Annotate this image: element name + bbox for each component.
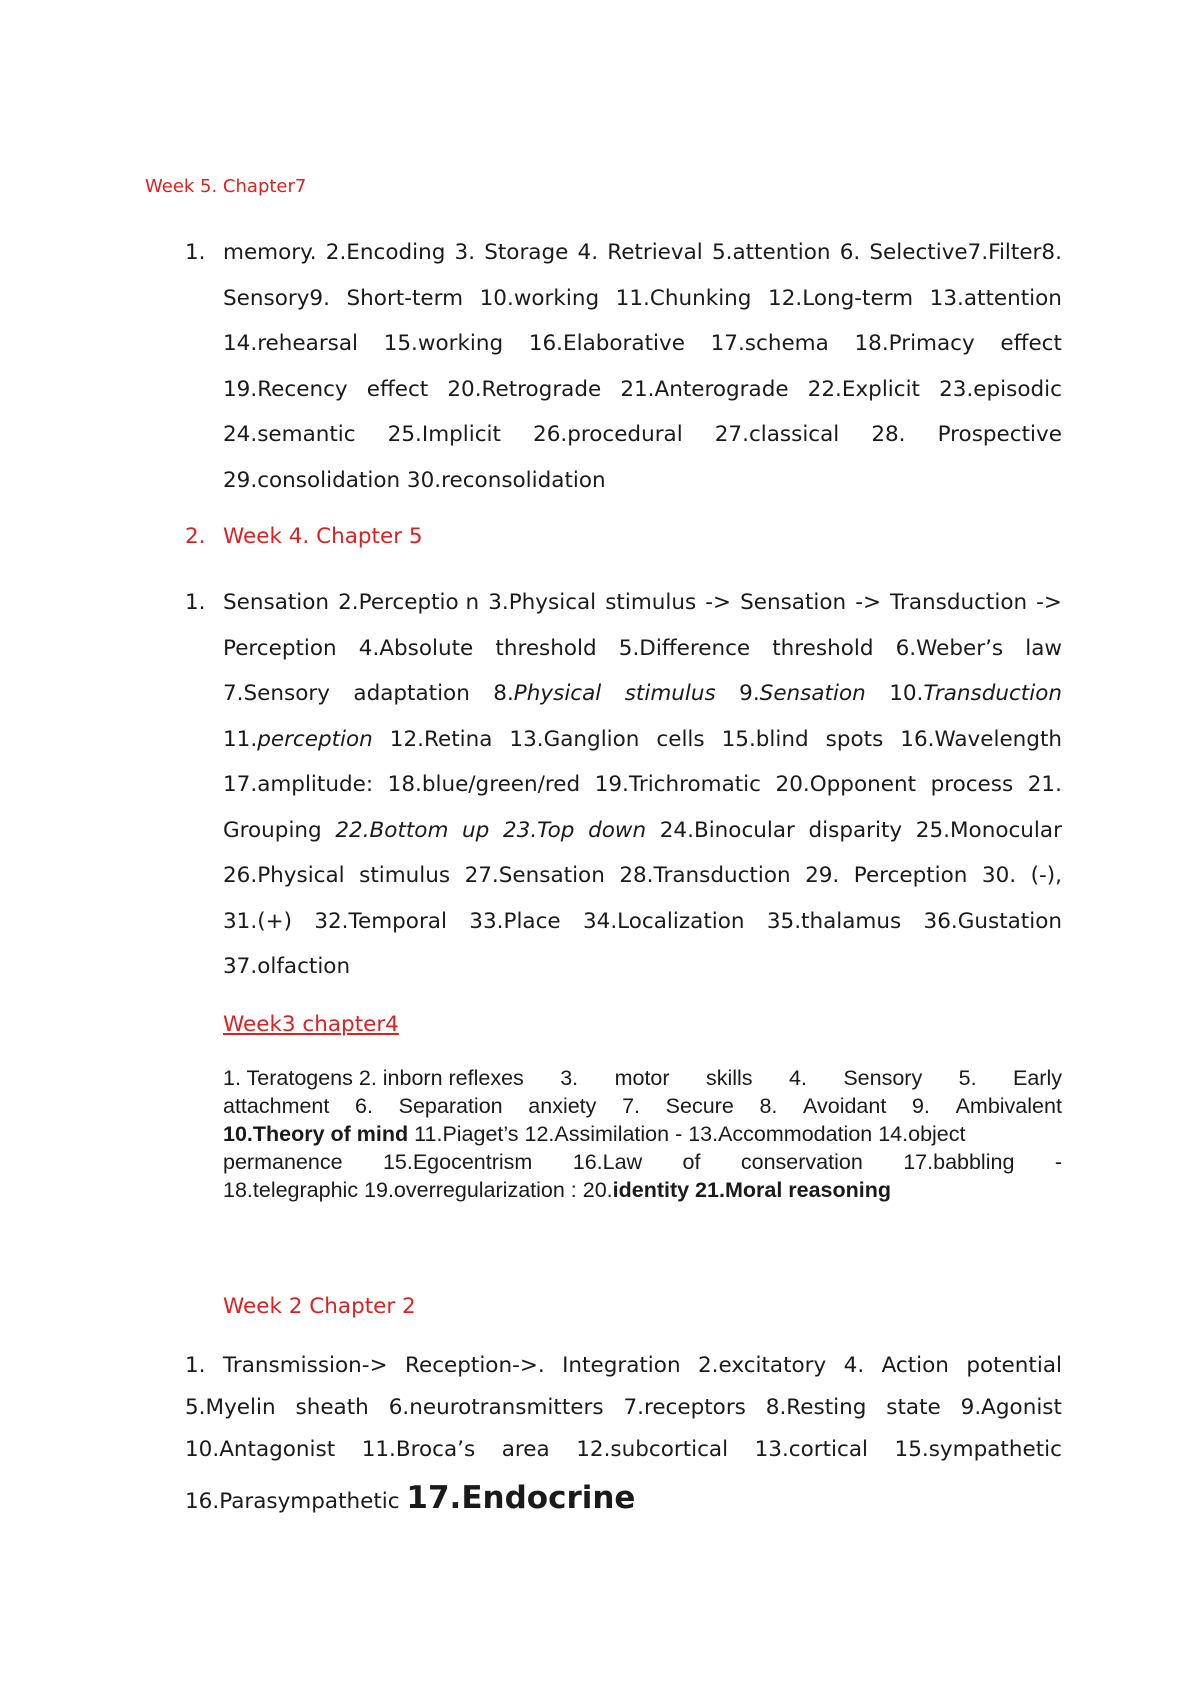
term: law: [1025, 635, 1062, 661]
term: process: [930, 772, 1014, 797]
week2-terms: [185, 1345, 1062, 1525]
term: 6.: [355, 1094, 373, 1118]
term: Grouping: [223, 817, 322, 843]
term: 2.Encoding: [325, 240, 446, 265]
term: 26.Physical: [223, 863, 345, 888]
term: 4.Absolute: [358, 635, 474, 661]
term: attachment: [223, 1094, 330, 1118]
text-line: [185, 1345, 1062, 1387]
term: Integration: [562, 1353, 681, 1378]
term: Sensation: [740, 590, 847, 615]
week4-list-item: [185, 580, 1062, 1000]
term: Selective7.Filter8.: [869, 240, 1062, 265]
term: effect: [366, 376, 429, 402]
term: spots: [825, 726, 884, 752]
text-line: [223, 458, 1062, 504]
term: 4.: [843, 1353, 865, 1378]
week4-terms: [223, 580, 1062, 990]
large-bold-term: 17.Endocrine: [406, 1480, 636, 1516]
term: stimulus: [605, 590, 697, 615]
text-line: [223, 580, 1062, 626]
term: down: [588, 817, 647, 843]
term: Retrieval: [607, 240, 703, 265]
term: 5.Difference: [618, 635, 751, 661]
text-line: [223, 321, 1062, 367]
term: of: [682, 1150, 701, 1174]
term: 18.Primacy: [854, 331, 975, 356]
text-line: [223, 1120, 1062, 1148]
term: Secure: [665, 1094, 734, 1118]
term: 25.Monocular: [915, 817, 1062, 843]
text-line: [185, 1429, 1062, 1471]
term: 27.Sensation: [464, 863, 605, 888]
term: 32.Temporal: [314, 908, 447, 934]
term: disparity: [808, 817, 903, 843]
text-line: [223, 412, 1062, 458]
term: 20.Retrograde: [447, 376, 602, 402]
term: Transmission->: [222, 1353, 388, 1378]
term: 25.Implicit: [387, 422, 501, 447]
term: 13.cortical: [754, 1437, 868, 1462]
term: skills: [705, 1066, 753, 1090]
list-number: 1.: [185, 590, 206, 615]
term: state: [886, 1395, 941, 1420]
term: Avoidant: [803, 1094, 887, 1118]
term: Prospective: [937, 422, 1062, 447]
term: 7.receptors: [623, 1395, 746, 1420]
term: 17.amplitude:: [223, 772, 374, 797]
term: stimulus: [359, 863, 451, 888]
term: threshold: [772, 635, 874, 661]
term: threshold: [495, 635, 597, 661]
term: 16.Wavelength: [900, 726, 1062, 752]
term: 7.: [622, 1094, 640, 1118]
term: potential: [966, 1353, 1062, 1378]
term: conservation: [740, 1150, 863, 1174]
term: 5.: [958, 1066, 977, 1090]
term: 28.Transduction: [619, 863, 791, 888]
week3-heading: Week3 chapter4: [223, 1012, 399, 1037]
term: 22.Explicit: [807, 376, 920, 402]
text-line: [223, 367, 1062, 413]
term: 29.consolidation 30.reconsolidation: [223, 467, 606, 493]
term: 6.Weber’s: [895, 635, 1004, 661]
term: 16.Law: [572, 1150, 643, 1174]
term: sheath: [295, 1395, 369, 1420]
term: Action: [881, 1353, 949, 1378]
text-line: [223, 276, 1062, 322]
term: Sensory: [843, 1066, 923, 1090]
term: 10.Antagonist: [185, 1437, 336, 1462]
term: 17.babbling: [903, 1150, 1015, 1174]
term: 1.: [185, 1353, 206, 1378]
term: 13.Ganglion: [509, 726, 640, 752]
term: motor: [614, 1066, 670, 1090]
term: 15.blind: [721, 726, 809, 752]
term: 23.episodic: [939, 376, 1062, 402]
term: 6.: [839, 240, 861, 265]
term: 11.perception: [223, 726, 373, 752]
term: 16.Elaborative: [528, 331, 685, 356]
term: Ambivalent: [955, 1094, 1062, 1118]
term: area: [501, 1437, 550, 1462]
term: 29.: [805, 863, 840, 888]
term: 13.attention: [929, 285, 1062, 311]
term: 15.working: [383, 331, 504, 356]
list-number: 1.: [185, 240, 206, 265]
term: ->: [705, 590, 732, 615]
term: 11.Broca’s: [361, 1437, 476, 1462]
term: permanence: [223, 1150, 343, 1174]
text-line: [223, 1148, 1062, 1176]
bold-term: identity 21.Moral reasoning: [612, 1178, 892, 1202]
terms: 11.Piaget’s 12.Assimilation - 13.Accommodation 14.object: [408, 1122, 966, 1146]
term: 9.Agonist: [960, 1395, 1062, 1420]
term: 21.Anterograde: [620, 376, 789, 402]
term: 27.classical: [714, 422, 840, 447]
term: 34.Localization: [582, 908, 745, 934]
term: 17.schema: [710, 331, 829, 356]
term: 19.Recency: [223, 376, 348, 402]
term: 7.Sensory: [223, 681, 330, 706]
week3-terms: [223, 1064, 1062, 1204]
term: 2.Perceptio n: [338, 590, 480, 615]
text-line: [185, 1471, 1062, 1525]
term: 20.Opponent: [775, 772, 917, 797]
term: cells: [656, 726, 705, 752]
text-line: [223, 1092, 1062, 1120]
term: ->: [855, 590, 881, 615]
term: 10.working: [479, 285, 600, 311]
term: Sensation: [223, 590, 330, 615]
term: 18.blue/green/red: [387, 772, 581, 797]
term: ->: [1036, 590, 1062, 615]
term: 15.Egocentrism: [382, 1150, 533, 1174]
term: 3.Physical: [488, 590, 597, 615]
term: -: [1054, 1150, 1062, 1174]
term: 3.: [560, 1066, 579, 1090]
term: 5.attention: [711, 240, 831, 265]
term: 11.Chunking: [615, 285, 752, 311]
term: 1. Teratogens 2. inborn reflexes: [223, 1066, 524, 1090]
term: stimulus: [624, 681, 716, 706]
term: 4.: [577, 240, 599, 265]
term: Short-term: [346, 285, 464, 311]
term: 26.procedural: [533, 422, 683, 447]
term: 12.subcortical: [576, 1437, 729, 1462]
term: 2.excitatory: [697, 1353, 827, 1378]
term: 3.: [454, 240, 476, 265]
term: 24.semantic: [223, 422, 356, 447]
term: 6.neurotransmitters: [388, 1395, 604, 1420]
week5-heading: Week 5. Chapter7: [145, 176, 307, 197]
term: Separation: [398, 1094, 503, 1118]
term: anxiety: [528, 1094, 597, 1118]
term: effect: [1000, 331, 1062, 356]
term: 8.: [759, 1094, 778, 1118]
week4-heading-number: 2.: [185, 524, 206, 549]
text-line: [223, 626, 1062, 672]
terms: 18.telegraphic 19.overregularization : 20.: [223, 1178, 613, 1202]
text-line: [223, 230, 1062, 276]
text-line: [223, 1176, 1062, 1204]
term: 10.Transduction: [889, 681, 1062, 706]
week4-heading: Week 4. Chapter 5: [223, 524, 423, 549]
term: 16.Parasympathetic: [185, 1489, 407, 1514]
term: (-),: [1030, 863, 1062, 888]
term: Reception->.: [405, 1353, 545, 1378]
term: up: [462, 817, 490, 843]
term: 31.(+): [223, 908, 292, 934]
text-line: [223, 717, 1062, 763]
text-line: [223, 1064, 1062, 1092]
term: 8.Resting: [765, 1395, 867, 1420]
text-line: [223, 808, 1062, 854]
term: 33.Place: [469, 908, 561, 934]
term: 37.olfaction: [223, 954, 351, 979]
term: Sensory9.: [223, 285, 330, 311]
week2-heading: Week 2 Chapter 2: [223, 1294, 416, 1319]
term: 36.Gustation: [923, 908, 1062, 934]
term: Perception: [853, 863, 968, 888]
text-line: [223, 899, 1062, 945]
term: 21.: [1027, 772, 1062, 797]
term: Perception: [223, 635, 337, 661]
term: 28.: [871, 422, 906, 447]
term: Early: [1013, 1066, 1062, 1090]
term: 24.Binocular: [659, 817, 795, 843]
term: 12.Long-term: [768, 285, 914, 311]
term: 15.sympathetic: [894, 1437, 1062, 1462]
text-line: [223, 853, 1062, 899]
week5-list-item: [185, 230, 1062, 510]
term: Transduction: [890, 590, 1028, 615]
week5-terms: [223, 230, 1062, 503]
term: adaptation: [353, 681, 470, 706]
term: 35.thalamus: [766, 908, 902, 934]
term: memory.: [223, 240, 317, 265]
term: 9.: [911, 1094, 930, 1118]
term: 12.Retina: [389, 726, 493, 752]
text-line: [223, 762, 1062, 808]
term: 14.rehearsal: [223, 331, 359, 356]
bold-term: 10.Theory of mind: [223, 1122, 409, 1146]
term: 8.Physical: [493, 681, 602, 706]
term: 22.Bottom: [335, 817, 449, 843]
term: 30.: [981, 863, 1017, 888]
term: 19.Trichromatic: [594, 772, 761, 797]
text-line: [185, 1387, 1062, 1429]
term: 23.Top: [502, 817, 575, 843]
term: 5.Myelin: [185, 1395, 276, 1420]
term: 4.: [788, 1066, 807, 1090]
term: 9.Sensation: [739, 681, 866, 706]
text-line: [223, 944, 1062, 990]
term: Storage: [484, 240, 569, 265]
text-line: [223, 671, 1062, 717]
